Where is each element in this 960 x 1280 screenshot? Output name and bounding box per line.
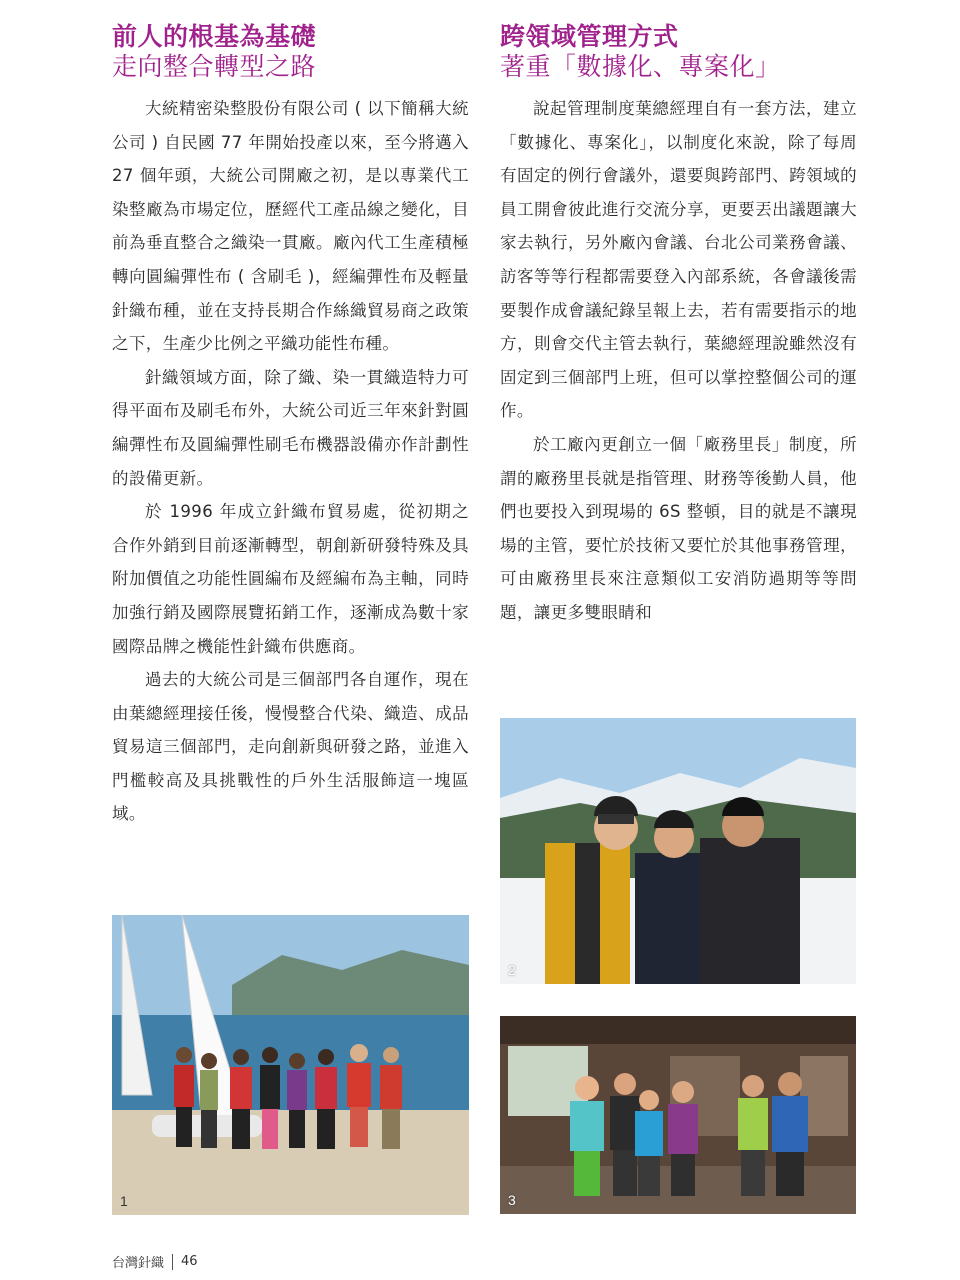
page-footer [112,1252,198,1271]
left-heading-line1: 前人的根基為基礎 [112,22,317,51]
right-heading-line1: 跨領域管理方式 [500,22,679,51]
photo-sailing-group [112,915,469,1215]
publication-name: 台灣針織 [112,1256,165,1271]
paragraph: 大統精密染整股份有限公司 ( 以下簡稱大統公司 ) 自民國 77 年開始投產以來，至今將邁入 27 個年頭，大統公司開廠之初，是以專業代工染整廠為市場定位，歷經代工產品線之變化，目前為垂直整合之織染一貫廠。廠內代工生產積極轉向圓編彈性布 ( 含刷毛 )，經編彈性布及輕量針織布種，並在支持長期合作絲織貿易商之政策之下，生產少比例之平織功能性布種。 [112,99,469,354]
ski-mountain-illustration [500,718,856,984]
photo-number: 2 [508,962,516,978]
left-heading-line2: 走向整合轉型之路 [112,52,317,81]
right-body-text [500,92,857,630]
lodge-group-illustration [500,1016,856,1214]
photo-ski-trio [500,718,856,984]
paragraph: 於 1996 年成立針織布貿易處，從初期之合作外銷到目前逐漸轉型，朝創新研發特殊及具附加價值之功能性圓編布及經編布為主軸，同時加強行銷及國際展覽拓銷工作，逐漸成為數十家國際品牌之機能性針織布供應商。 [112,502,469,656]
left-body-text [112,92,469,831]
photo-number: 1 [120,1193,128,1209]
page-number: 46 [181,1254,198,1269]
paragraph: 過去的大統公司是三個部門各自運作，現在由葉總經理接任後，慢慢整合代染、織造、成品貿易這三個部門，走向創新與研發之路，並進入門檻較高及具挑戰性的戶外生活服飾這一塊區域。 [112,670,469,824]
photo-number: 3 [508,1192,516,1208]
photo-lodge-group [500,1016,856,1214]
left-column [112,22,469,831]
footer-divider [172,1254,173,1270]
paragraph: 於工廠內更創立一個「廠務里長」制度，所謂的廠務里長就是指管理、財務等後勤人員，他們也要投入到現場的 6S 整頓，目的就是不讓現場的主管，要忙於技術又要忙於其他事務管理，可由廠務里長來注意類似工安消防過期等等問題，讓更多雙眼睛和 [500,434,857,622]
paragraph: 針織領域方面，除了織、染一貫織造特力可得平面布及刷毛布外，大統公司近三年來針對圓編彈性布及圓編彈性刷毛布機器設備亦作計劃性的設備更新。 [112,367,469,488]
right-heading-line2: 著重「數據化、專案化」 [500,52,781,81]
paragraph: 說起管理制度葉總經理自有一套方法，建立「數據化、專案化」，以制度化來說，除了每周有固定的例行會議外，還要與跨部門、跨領域的員工開會彼此進行交流分享，更要丟出議題讓大家去執行，另外廠內會議、台北公司業務會議、訪客等等行程都需要登入內部系統，各會議後需要製作成會議紀錄呈報上去，若有需要指示的地方，則會交代主管去執行，葉總經理說雖然沒有固定到三個部門上班，但可以掌控整個公司的運作。 [500,99,857,421]
right-column [500,22,857,630]
sailing-beach-illustration [112,915,469,1215]
